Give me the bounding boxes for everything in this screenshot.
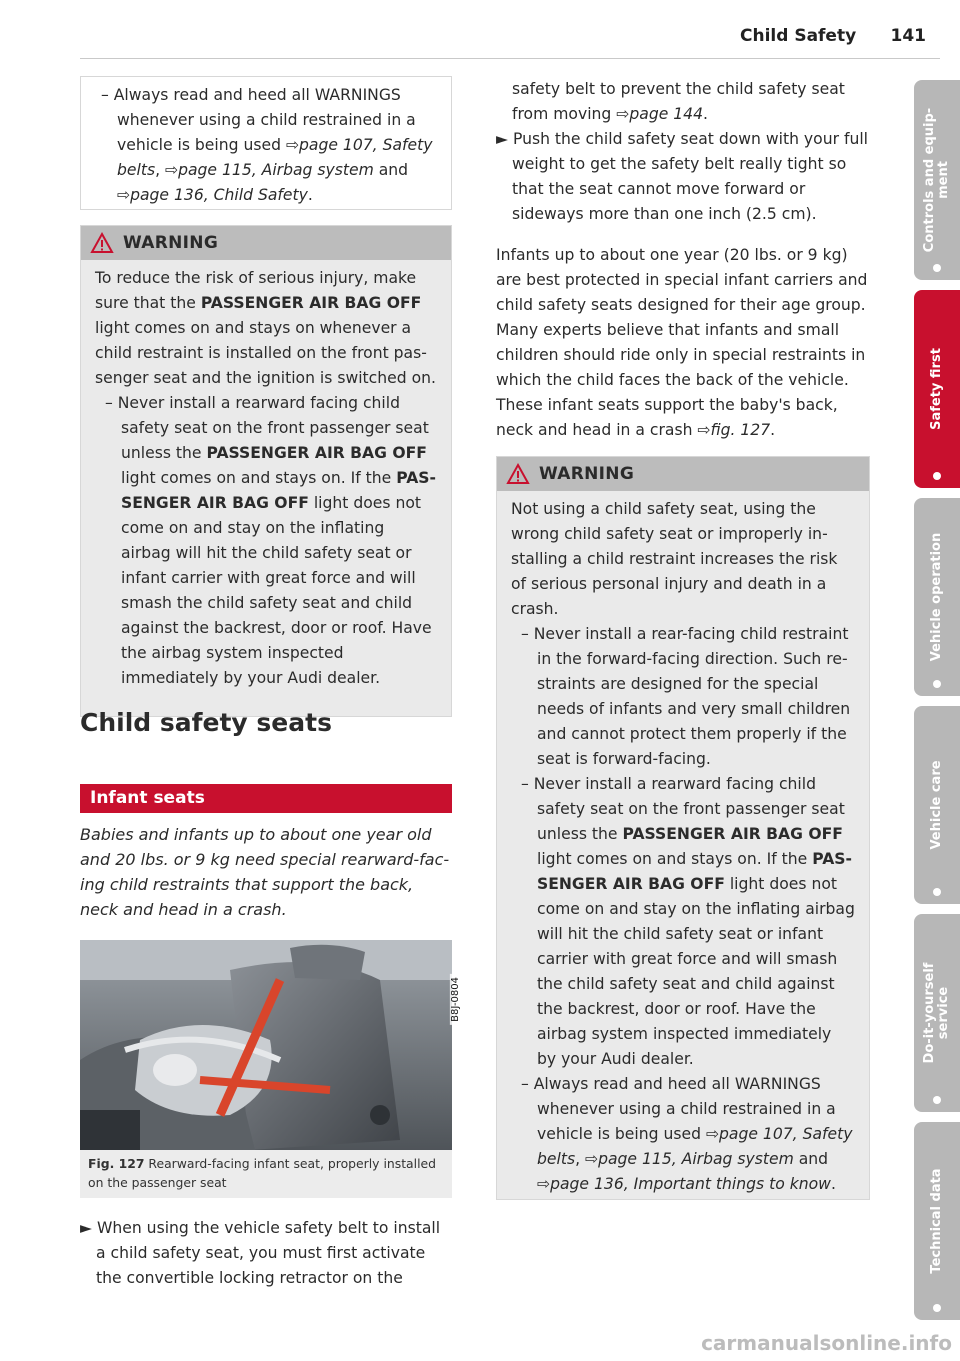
tab-dot-icon xyxy=(933,680,941,688)
car-seat-illustration xyxy=(80,940,452,1150)
page-ref-link[interactable]: page 144 xyxy=(629,105,704,123)
tab-vehicle-operation[interactable] xyxy=(914,498,960,696)
ref-arrow-icon[interactable]: ⇨ xyxy=(285,136,300,154)
paragraph: safety belt to prevent the child safety seat from moving ⇨page 144. xyxy=(512,80,845,123)
tab-label: Vehicle care xyxy=(929,760,944,850)
figure-ref-link[interactable]: fig. 127 xyxy=(710,421,771,439)
page-ref-link[interactable]: page 136, Important things to know xyxy=(550,1175,831,1193)
tab-controls-and-equipment[interactable] xyxy=(914,80,960,280)
tab-label: Safety first xyxy=(929,348,944,430)
warning-body xyxy=(497,491,869,1197)
warning-title: WARNING xyxy=(123,232,219,253)
ref-arrow-icon[interactable]: ⇨ xyxy=(705,1125,720,1143)
warning-list-item: – Never install a rearward facing child safety seat on the front passenger seat unless the PASSENGER AIR BAG OFF light comes on and stays on. If the PASSENGER AIR BAG OFF light does not come on and stay on the inflating airbag will hit the child safety seat or infant carrier with great force and will smash the child safety seat and child against the backrest, door or roof. Have the airbag system inspected immediately by your Audi dealer. xyxy=(521,775,855,1068)
figure-caption: Fig. 127 Rearward-facing infant seat, properly installed on the passenger seat xyxy=(80,1150,452,1198)
instruction-step: ► Push the child safety seat down with your full weight to get the safety belt really tight so that the seat cannot move forward or sideways more than one inch (2.5 cm). xyxy=(496,130,868,223)
warning-triangle-icon xyxy=(507,464,529,484)
warning-box xyxy=(496,456,870,1200)
info-list-item: – Always read and heed all WARNINGS whenever using a child restrained in a vehicle is being used ⇨page 107, Safety belts, ⇨page 115, Airbag system and ⇨page 136, Child Safety. xyxy=(101,86,433,204)
warning-list-item: – Never install a rearward facing child safety seat on the front passenger seat unless the PASSENGER AIR BAG OFF light comes on and stays on. If the PASSENGER AIR BAG OFF light does not come on and stay on the inflating airbag will hit the child safety seat or infant carrier with great force and will smash the child safety seat and child against the backrest, door or roof. Have the airbag system inspected immediately by your Audi dealer. xyxy=(105,394,436,687)
tab-dot-icon xyxy=(933,472,941,480)
warning-header xyxy=(81,226,451,260)
figure-label: Fig. 127 xyxy=(88,1156,145,1171)
ref-arrow-icon[interactable]: ⇨ xyxy=(537,1175,551,1193)
warning-list-item: – Never install a rear-facing child restraint in the forward-facing direction. Such restraints are designed for the special needs of infants and very small children and cannot protect them properly if the seat is forward-facing. xyxy=(521,625,851,768)
warning-paragraph: To reduce the risk of serious injury, make sure that the PASSENGER AIR BAG OFF light comes on and stays on whenever a child restraint is installed on the front passenger seat and the ignition is switched on. xyxy=(95,269,436,387)
tab-technical-data[interactable] xyxy=(914,1122,960,1320)
warning-title: WARNING xyxy=(539,463,635,484)
figure-photo xyxy=(80,940,461,1150)
page-ref-link[interactable]: page 107, Safety belts xyxy=(117,136,433,179)
warning-paragraph: Not using a child safety seat, using the wrong child safety seat or improperly installing a child restraint increases the risk of serious personal injury and death in a crash. xyxy=(511,500,838,618)
page-number: 141 xyxy=(890,26,926,46)
footer-watermark: carmanualsonline.info xyxy=(701,1331,952,1355)
tab-label: Do-it-yourself service xyxy=(922,962,951,1064)
warning-body xyxy=(81,260,451,691)
tab-dot-icon xyxy=(933,1096,941,1104)
right-column-text xyxy=(496,77,870,443)
tab-dot-icon xyxy=(933,1304,941,1312)
paragraph: Infants up to about one year (20 lbs. or 9 kg) are best protected in special infant carriers and child safety seats designed for their age group. Many experts believe that infants and small children should ride only in special restraints in which the child faces the back of the vehicle. These infant seats support the baby's back, neck and head in a crash ⇨fig. 127. xyxy=(496,246,868,439)
header-rule xyxy=(80,58,940,59)
intro-text: Babies and infants up to about one year old and 20 lbs. or 9 kg need special rearward-facing child restraints that support the back, neck and head in a crash. xyxy=(80,825,450,919)
page-ref-link[interactable]: page 136, Child Safety xyxy=(130,186,308,204)
page-ref-link[interactable]: page 107, Safety belts xyxy=(537,1125,853,1168)
ref-arrow-icon[interactable]: ⇨ xyxy=(697,421,711,439)
tab-label: Vehicle operation xyxy=(929,532,944,662)
page-ref-link[interactable]: page 115, Airbag system xyxy=(178,161,374,179)
instruction-text: ► When using the vehicle safety belt to install a child safety seat, you must first activate the convertible locking retractor on the xyxy=(80,1219,441,1287)
tab-label: Controls and equip- ment xyxy=(922,107,951,253)
tab-vehicle-care[interactable] xyxy=(914,706,960,904)
warning-box xyxy=(80,225,452,717)
tab-do-it-yourself-service[interactable] xyxy=(914,914,960,1112)
warning-triangle-icon xyxy=(91,233,113,253)
ref-arrow-icon[interactable]: ⇨ xyxy=(585,1150,599,1168)
tab-dot-icon xyxy=(933,264,941,272)
page-ref-link[interactable]: page 115, Airbag system xyxy=(598,1150,794,1168)
figure-code: B8J-0804 xyxy=(450,974,461,1025)
section-heading: Child safety seats xyxy=(80,708,332,737)
warning-header xyxy=(497,457,869,491)
subsection-heading: Infant seats xyxy=(80,784,452,813)
ref-arrow-icon[interactable]: ⇨ xyxy=(117,186,131,204)
section-title: Child Safety xyxy=(740,26,857,46)
info-box xyxy=(80,76,452,210)
ref-arrow-icon[interactable]: ⇨ xyxy=(165,161,179,179)
tab-label: Technical data xyxy=(929,1168,944,1274)
tab-dot-icon xyxy=(933,888,941,896)
warning-list-item: – Always read and heed all WARNINGS whenever using a child restrained in a vehicle is being used ⇨page 107, Safety belts, ⇨page 115, Airbag system and ⇨page 136, Important things to know. xyxy=(521,1075,853,1193)
tab-safety-first[interactable] xyxy=(914,290,960,488)
ref-arrow-icon[interactable]: ⇨ xyxy=(616,105,630,123)
